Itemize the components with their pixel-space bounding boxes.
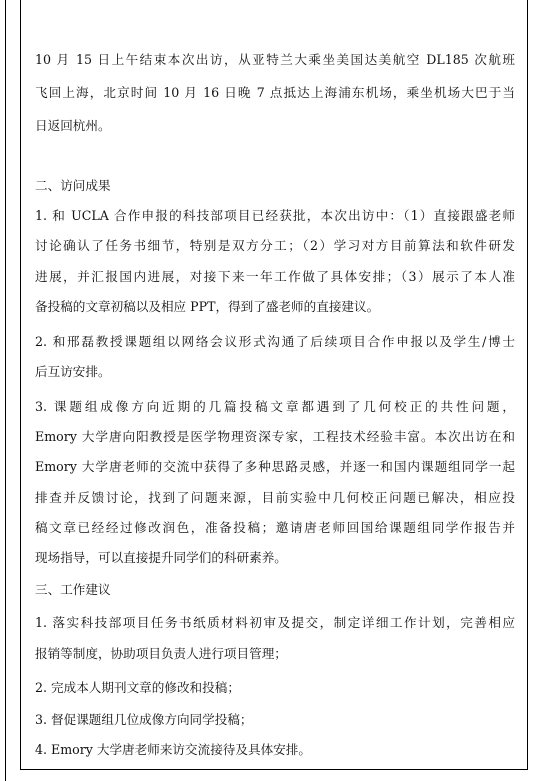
suggestion1-line-1: 1. 落实科技部项目任务书纸质材料初审及提交，制定详细工作计划，完善相应 (35, 615, 515, 630)
travel-line-2: 飞回上海，北京时间 10 月 16 日晚 7 点抵达上海浦东机场，乘坐机场大巴于当 (35, 85, 515, 100)
item3-line-6: 现场指导，可以直接提升同学们的科研素养。 (35, 550, 287, 565)
report-table-cell (20, 0, 528, 770)
suggestion-2: 2. 完成本人期刊文章的修改和投稿； (35, 680, 240, 695)
item3-line-5: 稿文章已经经过修改润色，准备投稿；邀请唐老师回国给课题组同学作报告并 (35, 520, 515, 535)
page-margin-line (5, 0, 6, 781)
suggestion-4: 4. Emory 大学唐老师来访交流接待及具体安排。 (35, 742, 311, 757)
item3-line-2: Emory 大学唐向阳教授是医学物理资深专家，工程技术经验丰富。本次出访在和 (35, 429, 515, 444)
item3-line-3: Emory 大学唐老师的交流中获得了多种思路灵感，并逐一和国内课题组同学一起 (35, 459, 515, 474)
travel-line-1: 10 月 15 日上午结束本次出访，从亚特兰大乘坐美国达美航空 DL185 次航班 (35, 52, 515, 67)
suggestion-3: 3. 督促课题组几位成像方向同学投稿； (35, 712, 253, 727)
item1-line-4: 备投稿的文章初稿以及相应 PPT，得到了盛老师的直接建议。 (35, 299, 380, 314)
item3-line-4: 排查并反馈讨论，找到了问题来源，目前实验中几何校正问题已解决，相应投 (35, 490, 515, 505)
item3-line-1: 3. 课题组成像方向近期的几篇投稿文章都遇到了几何校正的共性问题， (35, 399, 515, 414)
item2-line-1: 2. 和邢磊教授课题组以网络会议形式沟通了后续项目合作申报以及学生/博士 (35, 334, 515, 349)
section-title-suggestions: 三、工作建议 (35, 582, 111, 597)
item1-line-2: 讨论确认了任务书细节，特别是双方分工；（2）学习对方目前算法和软件研发 (35, 238, 515, 253)
suggestion1-line-2: 报销等制度，协助项目负责人进行项目管理； (35, 646, 287, 661)
item1-line-1: 1. 和 UCLA 合作申报的科技部项目已经获批，本次出访中：（1）直接跟盛老师 (35, 208, 515, 223)
item2-line-2: 后互访安排。 (35, 364, 111, 379)
section-title-achievements: 二、访问成果 (35, 178, 111, 193)
travel-line-3: 日返回杭州。 (35, 118, 111, 133)
item1-line-3: 进展，并汇报国内进展，对接下来一年工作做了具体安排；（3）展示了本人准 (35, 269, 515, 284)
